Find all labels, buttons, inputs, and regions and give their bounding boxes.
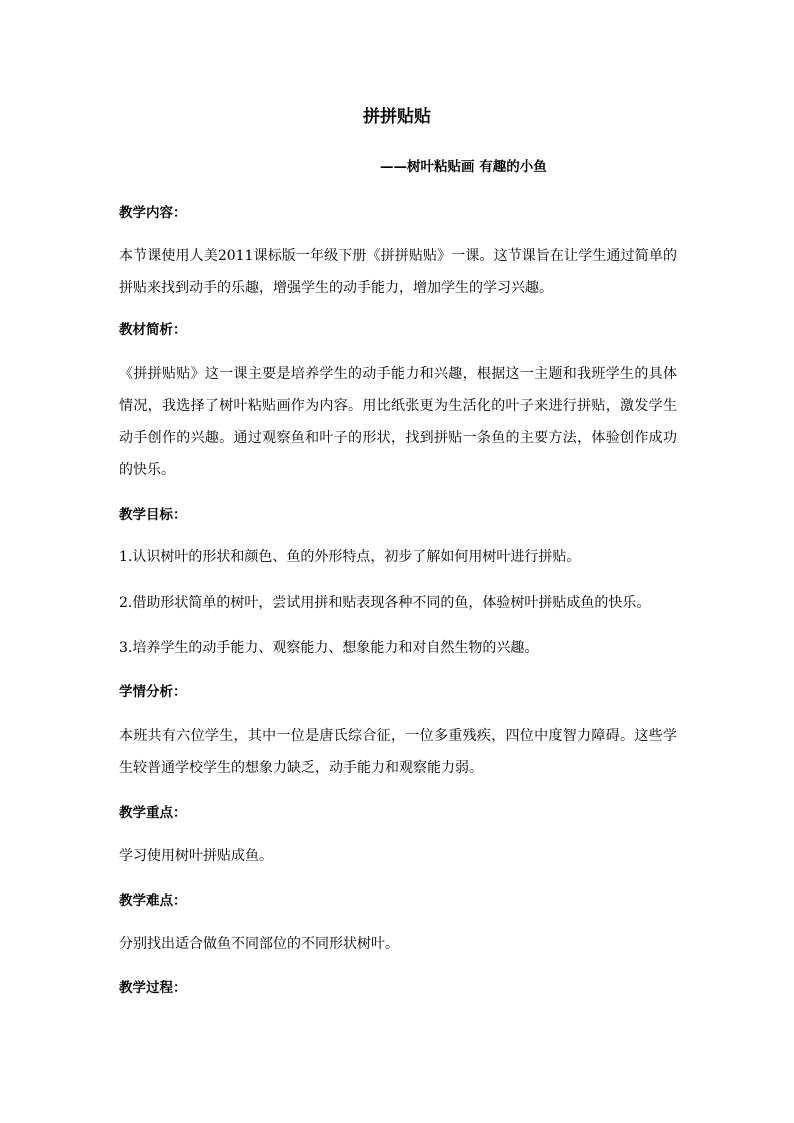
paragraph-teaching-content: 本节课使用人美2011课标版一年级下册《拼拼贴贴》一课。这节课旨在让学生通过简单的拼贴来找到动手的乐趣，增强学生的动手能力，增加学生的学习兴趣。 [119, 248, 677, 296]
heading-difficulty: 教学难点： [119, 893, 187, 909]
paragraph-difficulty: 分别找出适合做鱼不同部位的不同形状树叶。 [119, 936, 399, 952]
goal-item-2: 2.借助形状简单的树叶，尝试用拼和贴表现各种不同的鱼，体验树叶拼贴成鱼的快乐。 [119, 595, 651, 611]
paragraph-student-analysis: 本班共有六位学生，其中一位是唐氏综合征，一位多重残疾，四位中度智力障碍。这些学生较普通学校学生的想象力缺乏，动手能力和观察能力弱。 [119, 728, 677, 776]
goal-item-1: 1.认识树叶的形状和颜色、鱼的外形特点，初步了解如何用树叶进行拼贴。 [119, 549, 581, 565]
paragraph-material-analysis: 《拼拼贴贴》这一课主要是培养学生的动手能力和兴趣，根据这一主题和我班学生的具体情况，我选择了树叶粘贴画作为内容。用比纸张更为生活化的叶子来进行拼贴，激发学生动手创作的兴趣。通过观察鱼和叶子的形状，找到拼贴一条鱼的主要方法，体验创作成功的快乐。 [119, 366, 677, 478]
heading-key-point: 教学重点： [119, 805, 187, 821]
goal-item-3: 3.培养学生的动手能力、观察能力、想象能力和对自然生物的兴趣。 [119, 640, 539, 656]
document-title: 拼拼贴贴 [363, 107, 431, 127]
heading-teaching-goals: 教学目标： [119, 507, 187, 523]
heading-material-analysis: 教材简析： [119, 322, 187, 338]
paragraph-key-point: 学习使用树叶拼贴成鱼。 [119, 848, 273, 864]
document-subtitle: ——树叶粘贴画 有趣的小鱼 [380, 159, 547, 175]
heading-student-analysis: 学情分析： [119, 684, 187, 700]
heading-teaching-content: 教学内容： [119, 205, 187, 221]
heading-teaching-process: 教学过程： [119, 980, 187, 996]
